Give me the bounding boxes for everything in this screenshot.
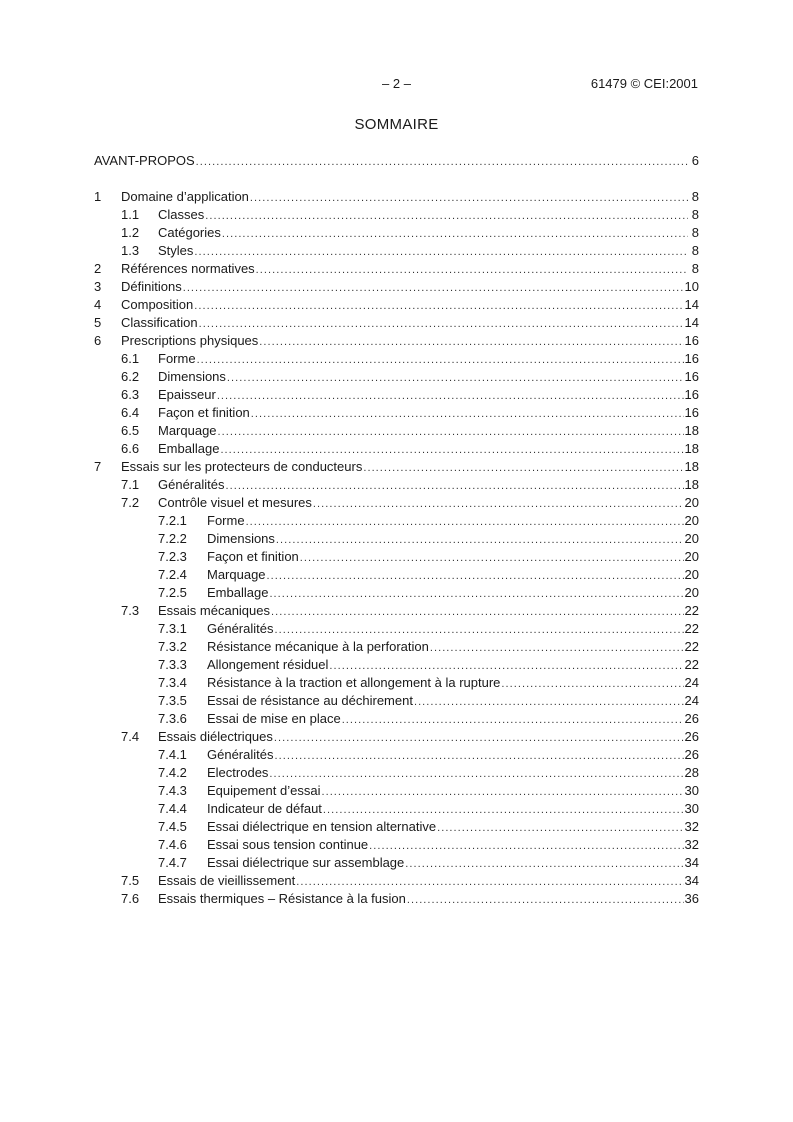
dot-leader: [225, 476, 683, 494]
dot-leader: [269, 764, 683, 782]
toc-entry-page: 22: [684, 621, 699, 636]
toc-entry-number: 7.4.4: [158, 801, 187, 816]
toc-entry[interactable]: [94, 386, 699, 404]
toc-entry-page: 30: [684, 783, 699, 798]
dot-leader: [251, 404, 684, 422]
toc-entry-title: Forme: [158, 351, 196, 366]
toc-entry-title: Essai de résistance au déchirement: [207, 693, 413, 708]
toc-entry-title: Généralités: [158, 477, 225, 492]
toc-entry-number: 7.3.3: [158, 657, 187, 672]
page-title: SOMMAIRE: [354, 116, 439, 133]
toc-entry-number: 5: [94, 315, 102, 330]
dot-leader: [323, 800, 684, 818]
toc-entry-page: 22: [684, 603, 699, 618]
toc-entry-number: 6: [94, 333, 102, 348]
toc-entry-page: 20: [684, 567, 699, 582]
toc-entry-page: 16: [684, 333, 699, 348]
toc-entry-number: 7.2: [121, 495, 140, 510]
toc-entry-title: Essai sous tension continue: [207, 837, 369, 852]
toc-entry-title: Essai diélectrique en tension alternative: [207, 819, 437, 834]
dot-leader: [256, 260, 688, 278]
toc-entry-page: 18: [684, 459, 699, 474]
toc-entry-page: 16: [684, 387, 699, 402]
toc-entry-number: 7.2.5: [158, 585, 187, 600]
toc-entry[interactable]: [94, 674, 699, 692]
toc-entry-title: Contrôle visuel et mesures: [158, 495, 312, 510]
toc-entry-title: Emballage: [158, 441, 220, 456]
toc-entry[interactable]: [94, 530, 699, 548]
toc-entry[interactable]: [94, 638, 699, 656]
toc-entry-number: 7.4.7: [158, 855, 187, 870]
dot-leader: [296, 872, 683, 890]
dot-leader: [183, 278, 684, 296]
toc-entry-page: 20: [684, 531, 699, 546]
toc-entry-page: 18: [684, 441, 699, 456]
toc-entry-title: Essais sur les protecteurs de conducteurs: [121, 459, 363, 474]
toc-entry-number: 7.6: [121, 891, 140, 906]
toc-entry-page: 8: [691, 189, 699, 204]
dot-leader: [196, 152, 688, 170]
dot-leader: [197, 350, 684, 368]
toc-entry-number: 4: [94, 297, 102, 312]
toc-entry[interactable]: [94, 890, 699, 908]
toc-entry[interactable]: [94, 710, 699, 728]
toc-entry-page: 8: [691, 225, 699, 240]
dot-leader: [405, 854, 683, 872]
toc-entry[interactable]: [94, 602, 699, 620]
toc-entry-page: 20: [684, 585, 699, 600]
toc-entry-title: Catégories: [158, 225, 221, 240]
dot-leader: [267, 566, 684, 584]
toc-entry-title: Classification: [121, 315, 198, 330]
page-number: – 2 –: [382, 76, 411, 91]
toc-entry[interactable]: [94, 476, 699, 494]
toc-entry[interactable]: [94, 548, 699, 566]
toc-entry[interactable]: [94, 440, 699, 458]
toc-entry[interactable]: [94, 782, 699, 800]
toc-entry-title: Essai diélectrique sur assemblage: [207, 855, 405, 870]
toc-entry-title: Marquage: [158, 423, 217, 438]
toc-entry[interactable]: [94, 458, 699, 476]
toc-entry-title: Généralités: [207, 621, 274, 636]
toc-entry-page: 22: [684, 657, 699, 672]
dot-leader: [300, 548, 684, 566]
toc-entry-number: 6.4: [121, 405, 140, 420]
toc-entry-title: Essais thermiques – Résistance à la fusion: [158, 891, 406, 906]
toc-entry-title: Classes: [158, 207, 205, 222]
toc-entry[interactable]: [94, 872, 699, 890]
toc-entry-title: Epaisseur: [158, 387, 216, 402]
toc-entry-page: 6: [691, 153, 699, 168]
toc-entry-number: 7.4.5: [158, 819, 187, 834]
toc-entry[interactable]: [94, 278, 699, 296]
dot-leader: [199, 314, 684, 332]
toc-entry-number: 7: [94, 459, 102, 474]
toc-entry-number: 1.2: [121, 225, 140, 240]
dot-leader: [220, 440, 683, 458]
dot-leader: [313, 494, 684, 512]
toc-entry-page: 16: [684, 351, 699, 366]
toc-entry-title: Indicateur de défaut: [207, 801, 322, 816]
toc-entry-number: 7.2.3: [158, 549, 187, 564]
toc-entry[interactable]: [94, 620, 699, 638]
toc-entry-title: Essais de vieillissement: [158, 873, 296, 888]
toc-entry-number: 3: [94, 279, 102, 294]
toc-entry-title: Styles: [158, 243, 194, 258]
dot-leader: [205, 206, 688, 224]
toc-entry-page: 22: [684, 639, 699, 654]
toc-entry[interactable]: [94, 494, 699, 512]
dot-leader: [246, 512, 684, 530]
toc-entry[interactable]: [94, 566, 699, 584]
toc-entry-number: 7.2.2: [158, 531, 187, 546]
toc-entry-number: 7.4.3: [158, 783, 187, 798]
toc-entry-page: 16: [684, 369, 699, 384]
toc-entry[interactable]: [94, 512, 699, 530]
toc-entry-page: 10: [684, 279, 699, 294]
dot-leader: [194, 242, 688, 260]
dot-leader: [407, 890, 684, 908]
dot-leader: [250, 188, 688, 206]
toc-entry-title: Résistance à la traction et allongement à la rupture: [207, 675, 501, 690]
toc-entry[interactable]: [94, 260, 699, 278]
toc-entry-page: 24: [684, 675, 699, 690]
toc-entry-number: 7.3.5: [158, 693, 187, 708]
toc-entry[interactable]: [94, 404, 699, 422]
toc-entry-title: Façon et finition: [158, 405, 250, 420]
toc-entry-page: 8: [691, 207, 699, 222]
toc-entry-number: 7.3.1: [158, 621, 187, 636]
dot-leader: [274, 728, 684, 746]
toc-entry-number: 2: [94, 261, 102, 276]
toc-entry-title: Définitions: [121, 279, 182, 294]
toc-entry-page: 26: [684, 747, 699, 762]
dot-leader: [430, 638, 684, 656]
dot-leader: [269, 584, 683, 602]
toc-entry[interactable]: [94, 800, 699, 818]
dot-leader: [276, 530, 684, 548]
dot-leader: [414, 692, 684, 710]
toc-entry-page: 8: [691, 261, 699, 276]
toc-entry-number: 7.4.1: [158, 747, 187, 762]
toc-entry-title: Dimensions: [207, 531, 275, 546]
toc-entry[interactable]: [94, 764, 699, 782]
toc-entry[interactable]: [94, 692, 699, 710]
toc-entry-title: Généralités: [207, 747, 274, 762]
toc-entry-title: AVANT-PROPOS: [94, 153, 195, 168]
toc-entry-page: 24: [684, 693, 699, 708]
dot-leader: [222, 224, 688, 242]
dot-leader: [271, 602, 684, 620]
toc-entry[interactable]: [94, 242, 699, 260]
toc-entry[interactable]: [94, 656, 699, 674]
toc-entry-page: 18: [684, 423, 699, 438]
toc-entry[interactable]: [94, 368, 699, 386]
toc-entry-page: 20: [684, 495, 699, 510]
table-of-contents: [94, 152, 699, 908]
toc-entry[interactable]: [94, 296, 699, 314]
toc-entry-number: 7.5: [121, 873, 140, 888]
toc-entry-title: Essais mécaniques: [158, 603, 270, 618]
toc-entry[interactable]: [94, 314, 699, 332]
dot-leader: [321, 782, 683, 800]
toc-entry-page: 14: [684, 315, 699, 330]
toc-entry[interactable]: [94, 746, 699, 764]
toc-entry-number: 1.1: [121, 207, 140, 222]
toc-entry-number: 1.3: [121, 243, 140, 258]
toc-entry-page: 32: [684, 837, 699, 852]
toc-entry-title: Façon et finition: [207, 549, 299, 564]
document-reference: 61479 © CEI:2001: [590, 76, 698, 91]
toc-entry-number: 6.2: [121, 369, 140, 384]
dot-leader: [437, 818, 683, 836]
toc-entry-page: 14: [684, 297, 699, 312]
toc-entry[interactable]: [94, 728, 699, 746]
toc-entry-title: Prescriptions physiques: [121, 333, 259, 348]
toc-entry-number: 7.3: [121, 603, 140, 618]
toc-entry-title: Essais diélectriques: [158, 729, 273, 744]
toc-entry-title: Allongement résiduel: [207, 657, 329, 672]
dot-leader: [501, 674, 683, 692]
toc-entry[interactable]: [94, 854, 699, 872]
toc-entry-page: 34: [684, 855, 699, 870]
toc-entry[interactable]: [94, 836, 699, 854]
toc-entry[interactable]: [94, 188, 699, 206]
toc-entry-title: Références normatives: [121, 261, 255, 276]
toc-entry-number: 7.2.4: [158, 567, 187, 582]
toc-entry[interactable]: [94, 152, 699, 170]
toc-entry-number: 6.3: [121, 387, 140, 402]
dot-leader: [274, 620, 683, 638]
toc-entry[interactable]: [94, 224, 699, 242]
toc-entry-title: Emballage: [207, 585, 269, 600]
toc-entry-number: 7.3.6: [158, 711, 187, 726]
toc-entry-page: 20: [684, 513, 699, 528]
toc-entry-title: Forme: [207, 513, 245, 528]
toc-entry[interactable]: [94, 332, 699, 350]
dot-leader: [342, 710, 684, 728]
toc-entry-number: 7.3.4: [158, 675, 187, 690]
toc-entry-number: 7.3.2: [158, 639, 187, 654]
toc-entry-number: 7.4.6: [158, 837, 187, 852]
toc-entry-title: Electrodes: [207, 765, 269, 780]
toc-entry-page: 8: [691, 243, 699, 258]
dot-leader: [227, 368, 684, 386]
toc-entry-title: Résistance mécanique à la perforation: [207, 639, 429, 654]
toc-entry[interactable]: [94, 350, 699, 368]
toc-entry-number: 7.1: [121, 477, 140, 492]
toc-entry[interactable]: [94, 422, 699, 440]
toc-entry-page: 16: [684, 405, 699, 420]
toc-entry-page: 18: [684, 477, 699, 492]
toc-entry[interactable]: [94, 206, 699, 224]
toc-entry-page: 34: [684, 873, 699, 888]
toc-entry-number: 1: [94, 189, 102, 204]
toc-entry-number: 6.1: [121, 351, 140, 366]
toc-entry-title: Equipement d’essai: [207, 783, 321, 798]
toc-entry-number: 7.4: [121, 729, 140, 744]
toc-entry-title: Dimensions: [158, 369, 226, 384]
toc-entry-number: 6.5: [121, 423, 140, 438]
toc-entry-title: Essai de mise en place: [207, 711, 341, 726]
toc-entry-page: 28: [684, 765, 699, 780]
dot-leader: [274, 746, 683, 764]
toc-entry-number: 7.2.1: [158, 513, 187, 528]
toc-entry-page: 30: [684, 801, 699, 816]
toc-entry-page: 20: [684, 549, 699, 564]
toc-entry-number: 6.6: [121, 441, 140, 456]
dot-leader: [218, 422, 684, 440]
toc-entry-page: 26: [684, 711, 699, 726]
dot-leader: [217, 386, 684, 404]
dot-leader: [369, 836, 683, 854]
toc-entry-title: Marquage: [207, 567, 266, 582]
toc-entry-title: Composition: [121, 297, 194, 312]
toc-entry[interactable]: [94, 818, 699, 836]
dot-leader: [259, 332, 683, 350]
toc-entry-number: 7.4.2: [158, 765, 187, 780]
toc-entry-page: 32: [684, 819, 699, 834]
toc-entry-title: Domaine d’application: [121, 189, 249, 204]
dot-leader: [329, 656, 683, 674]
dot-leader: [194, 296, 683, 314]
toc-entry[interactable]: [94, 584, 699, 602]
toc-entry-page: 26: [684, 729, 699, 744]
dot-leader: [363, 458, 683, 476]
toc-entry-page: 36: [684, 891, 699, 906]
